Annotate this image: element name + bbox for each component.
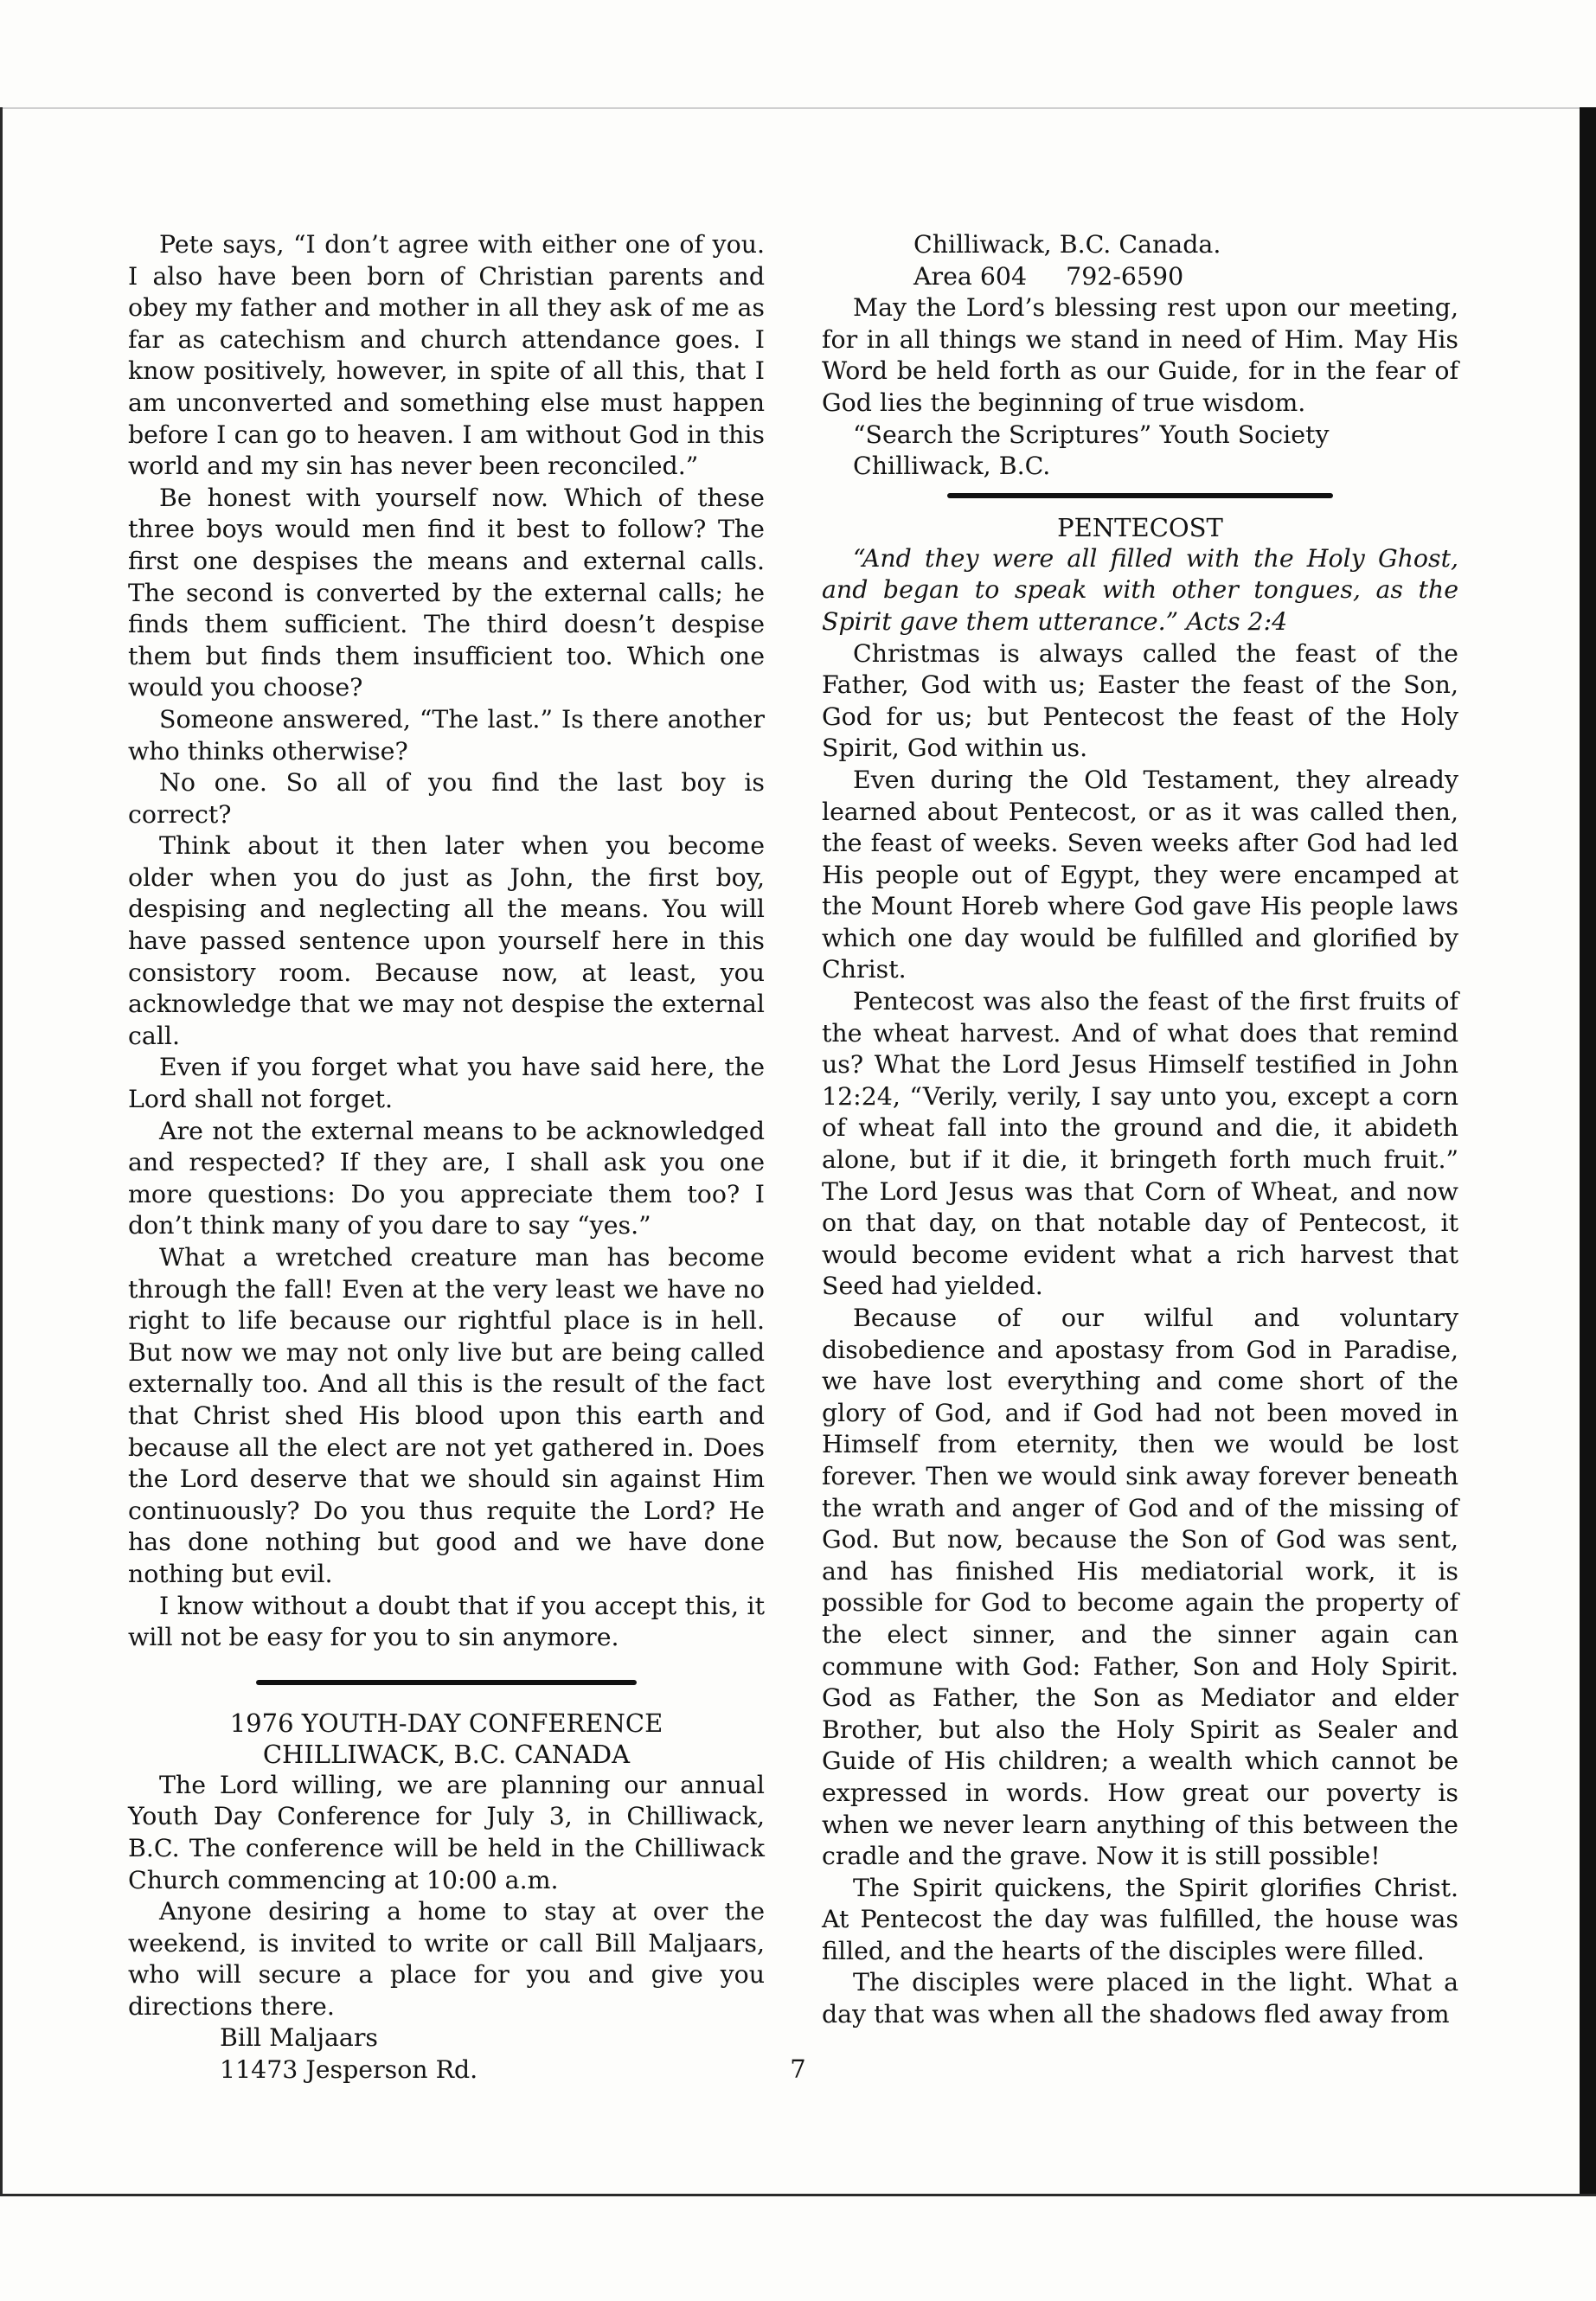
signature-line: “Search the Scriptures” Youth Society — [853, 420, 1330, 449]
pentecost-heading: PENTECOST — [1057, 512, 1223, 542]
paragraph: Are not the external means to be acknowledged and respected? If they are, I shall ask you one more questions: Do you appreciate them too? I don’t think many of you dare to say “yes.” — [128, 1116, 765, 1240]
paragraph: What a wretched creature man has become through the fall! Even at the very least we have no right to life because our rightful place is in hell. But now we may not only live but are being called externally too. And all this is the result of the fact that Christ shed His blood upon this earth and because all the elect are not yet gathered in. Does the Lord deserve that we should sin against Him continuously? Do you thus requite the Lord? He has done nothing but good and we have done nothing but evil. — [128, 1243, 765, 1588]
paragraph: Pete says, “I don’t agree with either one of you. I also have been born of Christian parents and obey my father and mother in all they ask of me as far as catechism and church attendance goes. I know positively, however, in spite of all this, that I am unconverted and something else must happen before I can go to heaven. I am without God in this world and my sin has never been reconciled.” — [128, 230, 765, 481]
section-divider — [947, 493, 1333, 498]
paragraph: The Spirit quickens, the Spirit glorifies Christ. At Pentecost the day was fulfilled, the house was filled, and the hearts of the disciples were filled. — [822, 1873, 1458, 1965]
address-city: Chilliwack, B.C. Canada. — [913, 230, 1221, 259]
paragraph: No one. So all of you find the last boy is correct? — [128, 768, 765, 829]
address-name: Bill Maljaars — [220, 2023, 379, 2053]
signature-place: Chilliwack, B.C. — [853, 452, 1051, 481]
right-column — [822, 229, 1458, 2031]
paragraph: The Lord willing, we are planning our annual Youth Day Conference for July 3, in Chilliwack, B.C. The conference will be held in the Chilliwack Church commencing at 10:00 a.m. — [128, 1770, 765, 1894]
paragraph: Christmas is always called the feast of the Father, God with us; Easter the feast of the Son, God for us; but Pentecost the feast of the Holy Spirit, God within us. — [822, 638, 1458, 763]
page-number: 7 — [790, 2054, 806, 2084]
left-column — [128, 229, 765, 2086]
scripture-quote: “And they were all filled with the Holy Ghost, and began to speak with other tongues, as the Spirit gave them utterance.” Acts 2:4 — [822, 543, 1458, 636]
conference-heading: 1976 YOUTH-DAY CONFERENCE — [229, 1708, 663, 1738]
page-edge-top — [0, 107, 1596, 109]
paragraph: The disciples were placed in the light. What a day that was when all the shadows fled away from — [822, 1968, 1458, 2029]
paragraph: May the Lord’s blessing rest upon our meeting, for in all things we stand in need of Him. May His Word be held forth as our Guide, for in the fear of God lies the beginning of true wisdom. — [822, 293, 1458, 417]
address-street: 11473 Jesperson Rd. — [220, 2055, 478, 2085]
section-divider — [256, 1680, 637, 1685]
paragraph: Think about it then later when you become older when you do just as John, the first boy, despising and neglecting all the means. You will have passed sentence upon yourself here in this consistory room. Because now, at least, you acknowledge that we may not despise the external call. — [128, 831, 765, 1050]
paragraph: Anyone desiring a home to stay at over the weekend, is invited to write or call Bill Maljaars, who will secure a place for you and give you directions there. — [128, 1897, 765, 2021]
paragraph: Be honest with yourself now. Which of these three boys would men find it best to follow? The first one despises the means and external calls. The second is converted by the external calls; he finds them sufficient. The third doesn’t despise them but finds them insufficient too. Which one would you choose? — [128, 483, 765, 702]
paragraph: Even if you forget what you have said here, the Lord shall not forget. — [128, 1053, 765, 1114]
paragraph: I know without a doubt that if you accept this, it will not be easy for you to sin anymore. — [128, 1591, 765, 1652]
conference-subheading: CHILLIWACK, B.C. CANADA — [262, 1739, 631, 1769]
address-phone: Area 604 792-6590 — [913, 261, 1184, 291]
paragraph: Pentecost was also the feast of the first fruits of the wheat harvest. And of what does that remind us? What the Lord Jesus Himself testified in John 12:24, “Verily, verily, I say unto you, except a corn of wheat fall into the ground and die, it abideth alone, but if it die, it bringeth forth much fruit.” The Lord Jesus was that Corn of Wheat, and now on that day, on that notable day of Pentecost, it would become evident what a rich harvest that Seed had yielded. — [822, 987, 1458, 1301]
page-edge-left — [0, 107, 3, 2194]
page-edge-right — [1580, 107, 1596, 2195]
paragraph: Someone answered, “The last.” Is there another who thinks otherwise? — [128, 704, 765, 766]
paragraph: Because of our wilful and voluntary disobedience and apostasy from God in Paradise, we have lost everything and come short of the glory of God, and if God had not been moved in Himself from eternity, then we would be lost forever. Then we would sink away forever beneath the wrath and anger of God and of the missing of God. But now, because the Son of God was sent, and has finished His mediatorial work, it is possible for God to become again the property of the elect sinner, and the sinner again can commune with God: Father, Son and Holy Spirit. God as Father, the Son as Mediator and elder Brother, but also the Holy Spirit as Sealer and Guide of His children; a wealth which cannot be expressed in words. How great our poverty is when we never learn anything of this between the cradle and the grave. Now it is still possible! — [822, 1304, 1458, 1871]
paragraph: Even during the Old Testament, they already learned about Pentecost, or as it was called then, the feast of weeks. Seven weeks after God had led His people out of Egypt, they were encamped at the Mount Horeb where God gave His people laws which one day would be fulfilled and glorified by Christ. — [822, 765, 1458, 984]
page-edge-bottom — [0, 2194, 1596, 2196]
